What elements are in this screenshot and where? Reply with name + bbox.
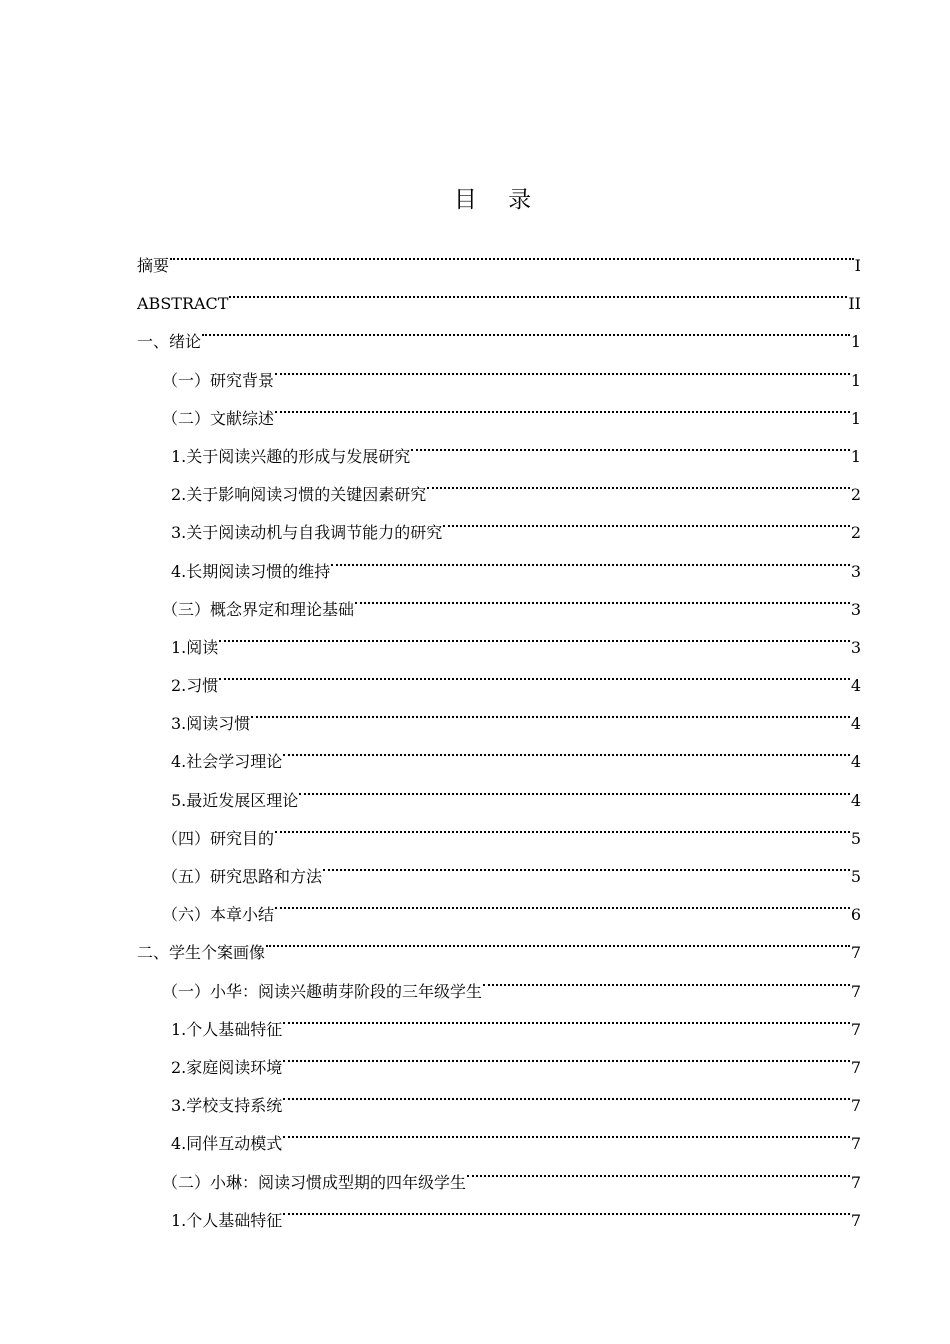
toc-entry-page: 5	[850, 867, 861, 886]
toc-dot-leader	[467, 1150, 850, 1188]
toc-dot-leader	[170, 233, 854, 271]
toc-entry-page: 1	[850, 446, 861, 466]
toc-entry-page: 7	[850, 1210, 861, 1230]
toc-entry-page: 7	[850, 1096, 861, 1116]
toc-dot-leader	[251, 691, 850, 729]
toc-entry-label: 3.学校支持系统	[171, 1096, 283, 1116]
toc-entry[interactable]	[137, 348, 861, 390]
toc-entry-page: 1	[850, 408, 861, 428]
toc-entry-label: （四）研究目的	[162, 828, 275, 848]
toc-entry-label: （六）本章小结	[162, 905, 275, 925]
toc-dot-leader	[283, 1073, 850, 1111]
toc-entry-page: 3	[850, 599, 861, 619]
toc-dot-leader	[411, 424, 850, 462]
toc-dot-leader	[443, 500, 850, 538]
toc-dot-leader	[219, 653, 850, 691]
toc-dot-leader	[275, 348, 850, 386]
toc-dot-leader	[275, 386, 850, 424]
toc-entry-page: II	[848, 294, 861, 314]
toc-dot-leader	[427, 462, 850, 500]
toc-dot-leader	[219, 615, 850, 653]
toc-entry-label: 2.习惯	[171, 676, 219, 696]
toc-entry-page: 4	[850, 714, 861, 734]
toc-entry-label: （二）文献综述	[162, 408, 275, 428]
toc-entry-page: 4	[850, 676, 861, 696]
toc-entry-page: I	[854, 256, 861, 275]
toc-entry-page: 4	[850, 752, 861, 772]
toc-entry-label: 摘要	[137, 256, 170, 275]
toc-entry-page: 2	[850, 485, 861, 505]
toc-entry-page: 7	[850, 1134, 861, 1154]
toc-entry-label: 二、学生个案画像	[137, 943, 266, 963]
toc-dot-leader	[275, 806, 850, 844]
toc-entry[interactable]	[137, 653, 861, 696]
toc-entry-label: 1.关于阅读兴趣的形成与发展研究	[171, 446, 411, 466]
toc-entry-label: 1.个人基础特征	[171, 1019, 283, 1039]
toc-entry-page: 3	[850, 637, 861, 657]
toc-entry-page: 2	[850, 523, 861, 543]
toc-entry-label: 4.同伴互动模式	[171, 1134, 283, 1154]
toc-entry-label: 5.最近发展区理论	[171, 790, 299, 810]
toc-dot-leader	[331, 539, 850, 577]
toc-entry-page: 6	[850, 905, 861, 925]
toc-entry-label: 4.长期阅读习惯的维持	[171, 561, 331, 581]
toc-entry-page: 7	[850, 943, 861, 963]
toc-entry[interactable]	[137, 691, 861, 734]
toc-entry-page: 7	[850, 1019, 861, 1039]
toc-entry-label: （五）研究思路和方法	[162, 867, 323, 886]
toc-dot-leader	[355, 577, 850, 615]
toc-dot-leader	[283, 1188, 850, 1226]
toc-entry-label: （一）小华：阅读兴趣萌芽阶段的三年级学生	[162, 981, 483, 1001]
toc-entry-label: 3.关于阅读动机与自我调节能力的研究	[171, 523, 443, 543]
toc-dot-leader	[283, 729, 850, 767]
toc-entry-label: 3.阅读习惯	[171, 714, 251, 734]
toc-entry[interactable]	[137, 309, 861, 352]
toc-entry-label: 2.关于影响阅读习惯的关键因素研究	[171, 485, 427, 505]
toc-entry-page: 1	[850, 370, 861, 390]
toc-entry-label: ABSTRACT	[137, 294, 229, 314]
toc-entry-page: 7	[850, 1172, 861, 1192]
toc-entry-label: 1.个人基础特征	[171, 1210, 283, 1230]
toc-entry-page: 3	[850, 561, 861, 581]
toc-entry[interactable]	[137, 271, 861, 314]
toc-entry[interactable]	[137, 233, 861, 275]
toc-dot-leader	[202, 309, 850, 347]
toc-entry-label: 1.阅读	[171, 637, 219, 657]
toc-dot-leader	[323, 844, 850, 882]
toc-entry-page: 1	[850, 332, 861, 352]
toc-dot-leader	[283, 1111, 850, 1149]
toc-entry-page: 7	[850, 981, 861, 1001]
toc-entry-label: （二）小琳：阅读习惯成型期的四年级学生	[162, 1172, 467, 1192]
toc-dot-leader	[299, 768, 850, 806]
toc-dot-leader	[283, 1035, 850, 1073]
toc-dot-leader	[483, 959, 850, 997]
toc-entry-page: 7	[850, 1057, 861, 1077]
toc-entry[interactable]	[137, 615, 861, 657]
toc-entry-label: 4.社会学习理论	[171, 752, 283, 772]
toc-entry-label: 2.家庭阅读环境	[171, 1057, 283, 1077]
toc-dot-leader	[229, 271, 847, 309]
toc-title: 目 录	[453, 187, 544, 214]
toc-dot-leader	[283, 997, 850, 1035]
toc-entry-label: （一）研究背景	[162, 370, 275, 390]
toc-entry-page: 5	[850, 828, 861, 848]
toc-entry-label: （三）概念界定和理论基础	[162, 599, 355, 619]
toc-entry-label: 一、绪论	[137, 332, 202, 352]
toc-dot-leader	[275, 882, 850, 920]
toc-dot-leader	[266, 920, 850, 958]
toc-entry-page: 4	[850, 790, 861, 810]
table-of-contents	[137, 233, 861, 1230]
